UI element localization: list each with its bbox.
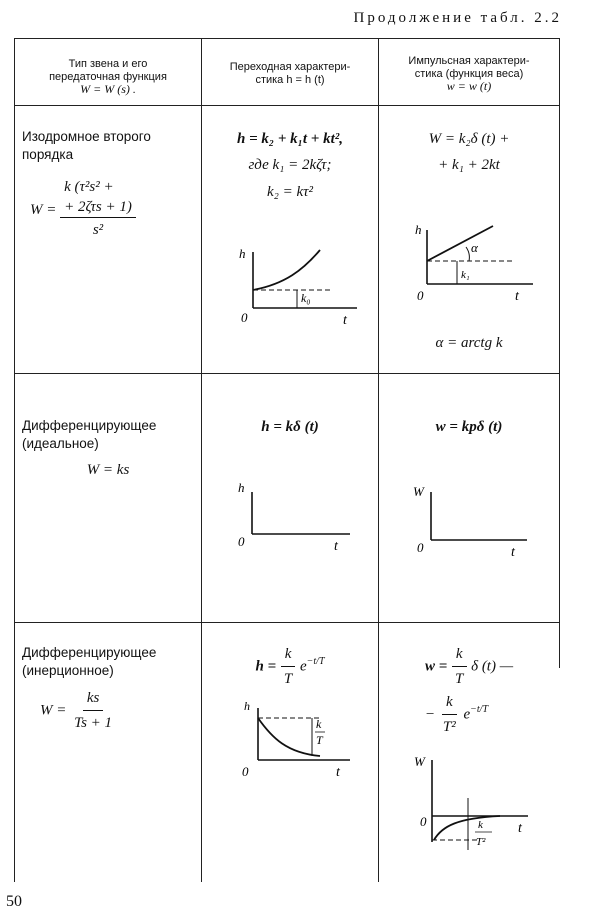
row3-impulse2-fraction [439, 690, 460, 739]
row3-impulse-marker-den: T² [476, 836, 486, 848]
header-impulse-response-formula: w = w (t) [446, 79, 492, 94]
page-number: 50 [6, 893, 22, 910]
row1-impulse-formula [380, 126, 558, 179]
row2-step-formula: h = kδ (t) [261, 419, 319, 435]
row1-tf-num-2: + 2ζτs + 1) [64, 198, 132, 215]
row2-transfer-function: W = ks [86, 462, 130, 478]
row3-impulse2-exp-power: −t/T [470, 703, 489, 715]
row3-step-xlabel: t [336, 765, 340, 780]
row3-impulse2-numerator: k [442, 690, 457, 715]
row3-impulse-tail: δ (t) — [471, 658, 514, 675]
row3-impulse-numerator: k [452, 642, 467, 667]
row3-step-marker-den: T [316, 733, 323, 747]
row1-impulse-ylabel: h [415, 222, 422, 237]
row3-impulse-lhs: w = [424, 658, 448, 675]
row3-impulse-plot [410, 752, 540, 862]
header-link-type-formula: W = W (s) . [80, 82, 136, 97]
row1-impulse-note: α = arctg k [435, 335, 503, 351]
row3-tf-fraction [70, 686, 116, 735]
row3-impulse2-lhs: − [425, 706, 436, 723]
header-link-type-line2: передаточная функция [49, 70, 167, 83]
row3-step-origin: 0 [242, 764, 249, 779]
row2-step-xlabel: t [334, 539, 338, 554]
row3-step-numerator: k [281, 642, 296, 667]
row1-step-line1: h = k₂ + k₁t + kt², [236, 131, 344, 147]
table-divider-1 [201, 38, 202, 882]
header-bottom-line [14, 105, 560, 106]
row2-step-ylabel: h [238, 480, 245, 495]
row3-impulse-xlabel: t [518, 821, 522, 836]
row1-step-curve [253, 250, 320, 290]
row3-impulse-ylabel: W [414, 754, 425, 769]
row3-step-exp-power: −t/T [306, 655, 325, 667]
row1-step-line3: k₂ = kτ² [266, 183, 314, 200]
row3-impulse2-denominator: T² [442, 719, 456, 735]
header-link-type-line1: Тип звена и его [68, 58, 148, 70]
row3-step-fraction [280, 642, 296, 691]
row3-impulse-formula-2 [425, 690, 555, 739]
row1-impulse-plot [405, 220, 545, 310]
row1-impulse-angle-label: α [471, 240, 478, 255]
table-divider-2 [378, 38, 379, 882]
row1-impulse-origin: 0 [417, 288, 424, 303]
row1-impulse-line1: W = k₂δ (t) + [428, 131, 510, 147]
row1-transfer-function [30, 178, 190, 242]
row3-impulse-origin: 0 [420, 814, 427, 829]
row1-impulse-k1-label: k₁ [461, 269, 470, 281]
row2-impulse-plot [407, 478, 542, 563]
row3-tf-denominator: Ts + 1 [74, 715, 113, 731]
row3-impulse2-exp: e [463, 706, 471, 723]
row1-step-ylabel: h [239, 246, 246, 261]
row3-impulse-marker-num: k [478, 819, 483, 831]
row3-impulse-formula [380, 642, 558, 691]
row1-step-xlabel: t [343, 313, 347, 328]
row1-step-plot [225, 240, 365, 328]
row-divider-2 [14, 622, 560, 623]
header-impulse-response [380, 55, 558, 94]
row3-tf-numerator: ks [83, 686, 104, 711]
row1-tf-numerator [60, 178, 136, 218]
row3-step-curve [258, 718, 320, 756]
row2-name: Дифференцирующее (идеальное) [22, 418, 157, 451]
row3-step-denominator: T [283, 671, 293, 687]
row1-tf-fraction [60, 178, 136, 242]
table-border-right [559, 38, 560, 668]
row1-step-origin: 0 [241, 310, 248, 325]
row2-impulse-ylabel: W [413, 484, 424, 499]
row3-step-marker-num: k [316, 717, 322, 731]
row1-impulse-line2: + k₁ + 2kt [438, 157, 500, 174]
table-top-line [14, 38, 560, 39]
row3-impulse-fraction [451, 642, 467, 691]
header-step-response-line1: Переходная характери- [229, 61, 351, 73]
header-impulse-response-line1: Импульсная характери- [408, 55, 530, 67]
row3-name: Дифференцирующее (инерционное) [22, 645, 157, 678]
row2-impulse-origin: 0 [417, 540, 424, 555]
row1-tf-num-1: k (τ²s² + [64, 179, 114, 195]
row2-step-plot [230, 478, 365, 558]
row3-step-lhs: h = [255, 658, 277, 675]
row1-name: Изодромное второго порядка [22, 129, 151, 162]
row3-step-exp: e [299, 658, 307, 675]
row3-transfer-function [40, 686, 190, 735]
row1-tf-lhs: W = [30, 202, 57, 218]
row2-step-origin: 0 [238, 534, 245, 549]
table-border-left [14, 38, 15, 882]
row1-step-line2: где k₁ = 2kζτ; [248, 157, 332, 174]
row2-impulse-formula: w = kpδ (t) [435, 419, 503, 435]
row3-step-formula [203, 642, 377, 691]
row2-impulse-xlabel: t [511, 545, 515, 560]
header-link-type [16, 58, 200, 97]
row3-tf-lhs: W = [40, 702, 67, 719]
row1-step-formula [203, 126, 377, 205]
header-impulse-response-line2: стика (функция веса) [414, 67, 524, 80]
row3-step-plot [232, 698, 362, 778]
row3-impulse-denominator: T [455, 671, 464, 687]
row1-impulse-ramp [427, 226, 493, 261]
row1-impulse-angle-arc [466, 247, 469, 261]
table-caption: Продолжение табл. 2.2 [353, 10, 562, 26]
header-step-response-line2: стика h = h (t) [255, 73, 325, 86]
row1-step-k0-label: k₀ [301, 291, 311, 305]
row3-step-ylabel: h [244, 699, 250, 713]
row1-impulse-xlabel: t [515, 289, 519, 304]
row-divider-1 [14, 373, 560, 374]
header-step-response [203, 61, 377, 86]
row3-impulse-curve [434, 816, 500, 840]
row1-tf-denominator: s² [92, 222, 104, 238]
